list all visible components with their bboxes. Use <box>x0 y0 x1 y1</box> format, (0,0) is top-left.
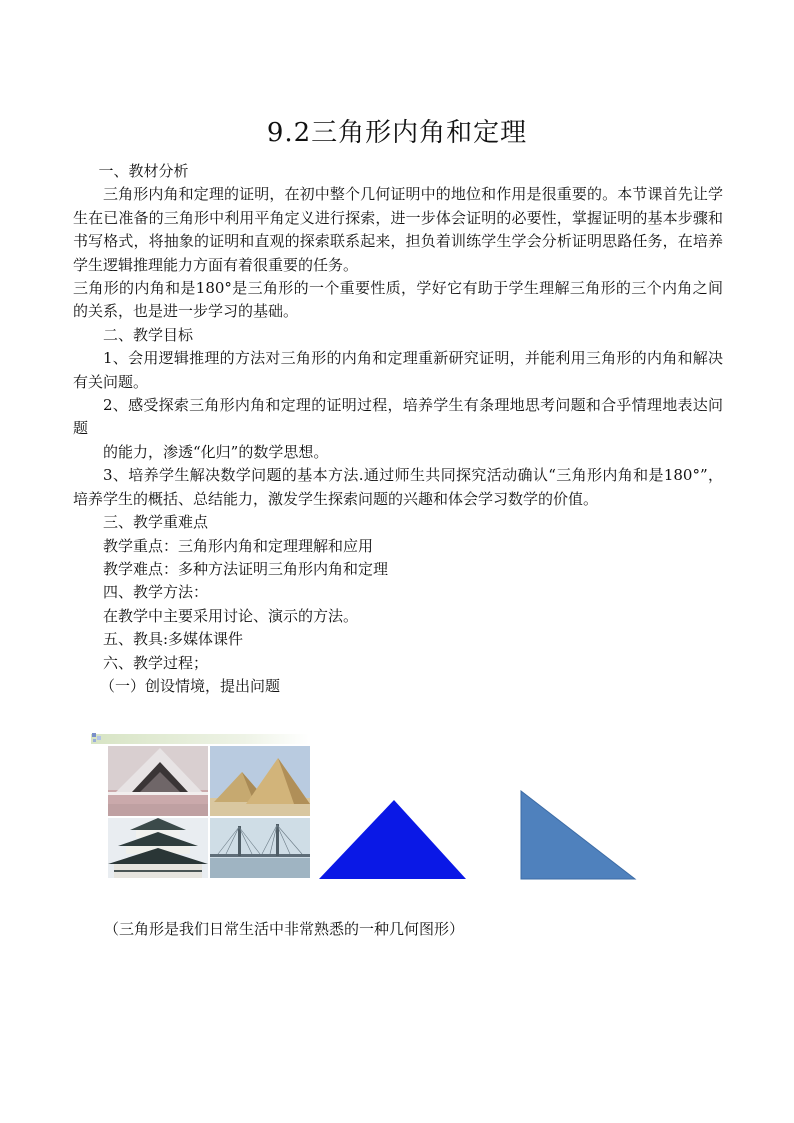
paragraph-material-analysis: 三角形内角和定理的证明，在初中整个几何证明中的地位和作用是很重要的。本节课首先让学生在已准备的三角形中利用平角定义进行探索，进一步体会证明的必要性，掌握证明的基本步骤和书写格式，将抽象的证明和直观的探索联系起来，担负着训练学生学会分析证明思路任务，在培养学生逻辑推理能力方面有着很重要的任务。 <box>73 185 723 274</box>
section-heading-4: 四、教学方法： <box>103 583 209 602</box>
isosceles-triangle <box>317 798 469 880</box>
section-heading-2: 二、教学目标 <box>103 325 194 344</box>
section-heading-3: 三、教学重难点 <box>103 513 209 532</box>
slide-header-bar <box>91 734 309 744</box>
subsection-1: （一）创设情境，提出问题 <box>100 676 281 695</box>
key-point: 教学重点：三角形内角和定理理解和应用 <box>103 536 374 555</box>
page-title: 9.2三角形内角和定理 <box>266 118 528 148</box>
figure-caption: （三角形是我们日常生活中非常熟悉的一种几何图形） <box>104 920 465 938</box>
goal-1: 1、会用逻辑推理的方法对三角形的内角和定理重新研究证明，并能利用三角形的内角和解决有关问题。 <box>73 349 723 391</box>
goal-2: 2、感受探索三角形内角和定理的证明过程，培养学生有条理地思考问题和合乎情理地表达问题 <box>73 396 723 438</box>
isosceles-triangle-shape <box>319 800 466 879</box>
section-heading-5: 五、教具:多媒体课件 <box>103 630 244 649</box>
paragraph-angle-sum: 三角形的内角和是180°是三角形的一个重要性质，学好它有助于学生理解三角形的三个内角之间的关系，也是进一步学习的基础。 <box>73 279 723 321</box>
difficulty: 教学难点：多种方法证明三角形内角和定理 <box>103 559 389 578</box>
pagoda-castle-photo <box>108 818 208 878</box>
section-heading-1: 一、教材分析 <box>98 162 189 180</box>
goal-3: 3、培养学生解决数学问题的基本方法.通过师生共同探究活动确认“三角形内角和是180°”，培养学生的概括、总结能力，激发学生探索问题的兴趣和体会学习数学的价值。 <box>73 466 723 508</box>
teaching-method: 在教学中主要采用讨论、演示的方法。 <box>103 606 359 625</box>
slide-logo-icon <box>91 732 105 744</box>
cable-stayed-bridge-photo <box>210 818 310 878</box>
goal-2-continued: 的能力，渗透“化归”的数学思想。 <box>103 442 329 461</box>
right-triangle <box>519 790 639 880</box>
triangular-building-photo <box>108 746 208 816</box>
section-heading-6: 六、教学过程； <box>103 653 209 672</box>
right-triangle-shape <box>521 791 635 879</box>
pyramids-photo <box>210 746 310 816</box>
document-body <box>73 160 723 698</box>
triangle-figure <box>91 730 651 890</box>
